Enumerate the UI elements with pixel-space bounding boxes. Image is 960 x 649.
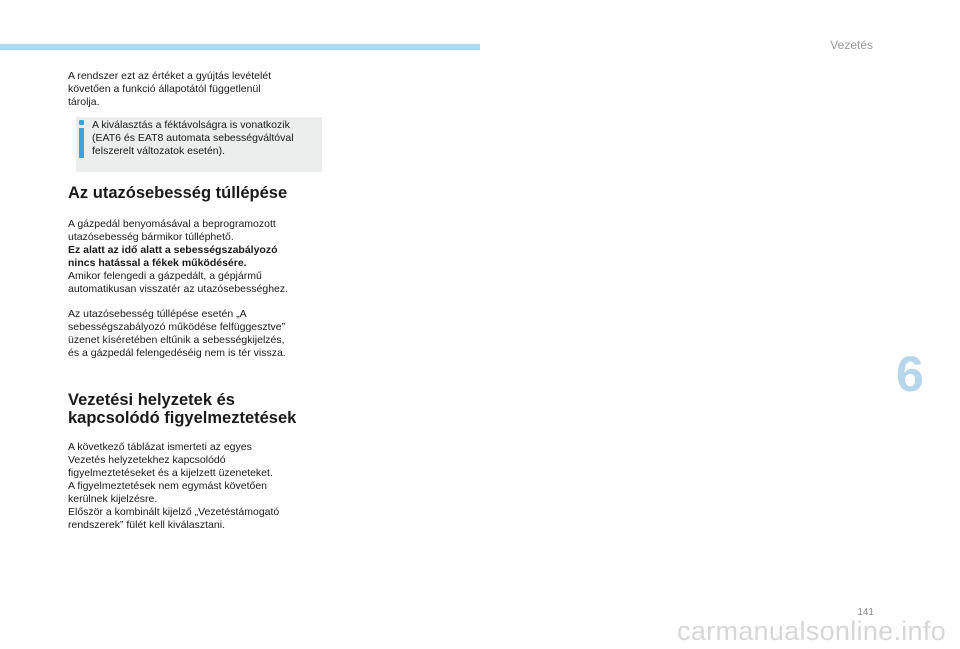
intro-paragraph — [68, 70, 330, 109]
bold-line: Ez alatt az idő alatt a sebességszabályozó — [68, 243, 278, 256]
intro-line: A rendszer ezt az értéket a gyújtás levételét — [68, 70, 272, 82]
text-line: utazósebesség bármikor túlléphető. — [68, 230, 234, 243]
overspeed-heading: Az utazósebesség túllépése — [68, 183, 288, 202]
chapter-number: 6 — [896, 346, 924, 402]
intro-line: tárolja. — [68, 96, 100, 109]
text-line: és a gázpedál felengedéséig nem is tér vissza. — [68, 347, 286, 360]
driving-situations-paragraph — [68, 441, 330, 533]
text-line: A figyelmeztetések nem egymást követően — [68, 479, 268, 492]
heading-line: kapcsolódó figyelmeztetések — [68, 408, 297, 427]
top-accent-bar — [0, 44, 480, 50]
note-line: A kiválasztás a féktávolságra is vonatkozik — [92, 119, 290, 132]
intro-line: követően a funkció állapotától függetlenül — [68, 83, 261, 96]
text-line: üzenet kíséretében eltűnik a sebességkijelzés, — [68, 334, 285, 347]
text-line: Az utazósebesség túllépése esetén „A — [68, 308, 247, 321]
text-line: figyelmeztetéseket és a kijelzett üzeneteket. — [68, 466, 273, 479]
heading-line: Vezetési helyzetek és — [68, 390, 235, 409]
text-line: Amikor felengedi a gázpedált, a gépjármű — [68, 269, 262, 282]
text-line: rendszerek” fülét kell kiválasztani. — [68, 519, 225, 532]
info-note-box — [76, 117, 322, 171]
content-column — [68, 70, 330, 532]
page-number: 141 — [857, 607, 874, 618]
watermark: carmanualsonline.info — [677, 616, 946, 646]
overspeed-paragraph-1 — [68, 218, 330, 297]
note-line: (EAT6 és EAT8 automata sebességváltóval — [92, 132, 294, 145]
text-line: Vezetés helyzetekhez kapcsolódó — [68, 453, 226, 466]
info-note-text — [92, 119, 314, 158]
note-line: felszerelt változatok esetén). — [92, 145, 226, 158]
text-line: A következő táblázat ismerteti az egyes — [68, 440, 252, 453]
bold-line: nincs hatással a fékek működésére. — [68, 256, 247, 269]
text-line: sebességszabályozó működése felfüggesztve” — [68, 321, 286, 334]
text-line: A gázpedál benyomásával a beprogramozott — [68, 217, 276, 230]
text-line: Először a kombinált kijelző „Vezetéstámogató — [68, 505, 280, 518]
text-line: kerülnek kijelzésre. — [68, 492, 158, 505]
overspeed-paragraph-2 — [68, 308, 330, 360]
text-line: automatikusan visszatér az utazósebességhez. — [68, 283, 289, 296]
info-icon — [78, 120, 85, 158]
section-title: Vezetés — [830, 38, 873, 52]
driving-situations-heading — [68, 391, 330, 427]
